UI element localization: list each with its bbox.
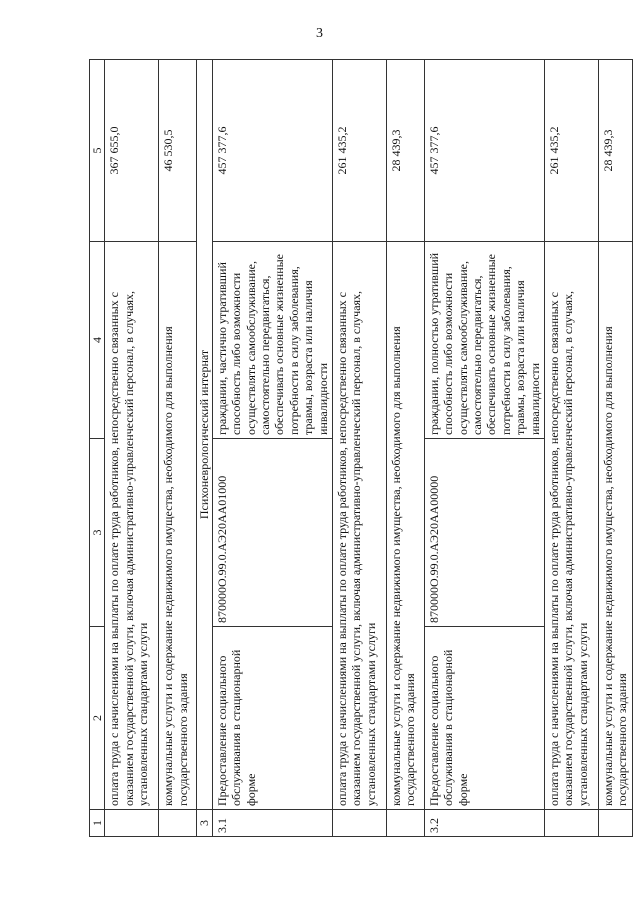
cost-item-text: оплата труда с начислениями на выплаты по оплате труда работников, непосредственно связанных с оказанием государственной услуги, включая административно-управленческий персонал, в случаях, установленных стандартами услуги (545, 242, 599, 810)
service-value: 457 377,6 (424, 60, 544, 242)
service-name: Предоставление социального обслуживания в стационарной форме (424, 627, 544, 810)
page-number: 3 (316, 26, 323, 41)
section-row (197, 60, 212, 837)
table-row (545, 60, 599, 837)
service-code: 870000О.99.0.АЭ20АА00000 (424, 439, 544, 627)
section-title: Психоневрологический интернат (197, 60, 212, 810)
cost-table (89, 59, 633, 837)
service-number: 3.1 (212, 810, 332, 837)
table-row (105, 60, 159, 837)
service-row (424, 60, 544, 837)
header-col-3: 3 (90, 439, 105, 627)
service-recipients: граждании, частично утративший способность либо возможности осуществлять самообслуживание, самостоятельно передвигаться, обеспечивать основные жизненные потребности в силу заболевания, травмы, возраста или наличия инвалидности (212, 242, 332, 439)
header-col-1: 1 (90, 810, 105, 837)
table-row (159, 60, 197, 837)
service-row (212, 60, 332, 837)
table-row (332, 60, 386, 837)
cost-value: 28 439,3 (599, 60, 633, 242)
cost-value: 46 530,5 (159, 60, 197, 242)
cost-item-text: оплата труда с начислениями на выплаты по оплате труда работников, непосредственно связанных с оказанием государственной услуги, включая административно-управленческий персонал, в случаях, установленных стандартами услуги (332, 242, 386, 810)
section-number: 3 (197, 810, 212, 837)
header-col-2: 2 (90, 627, 105, 810)
cost-item-text: коммунальные услуги и содержание недвижимого имущества, необходимого для выполнения государственного задания (386, 242, 424, 810)
header-col-5: 5 (90, 60, 105, 242)
service-value: 457 377,6 (212, 60, 332, 242)
cost-value: 261 435,2 (545, 60, 599, 242)
table-row (386, 60, 424, 837)
header-col-4: 4 (90, 242, 105, 439)
header-row (90, 60, 105, 837)
cost-value: 261 435,2 (332, 60, 386, 242)
cost-item-text: коммунальные услуги и содержание недвижимого имущества, необходимого для выполнения государственного задания (599, 242, 633, 810)
service-recipients: граждании, полностью утративший способность либо возможности осуществлять самообслуживание, самостоятельно передвигаться, обеспечивать основные жизненные потребности в силу заболевания, травмы, возраста или наличия инвалидности (424, 242, 544, 439)
cost-value: 367 655,0 (105, 60, 159, 242)
rotated-table-container (89, 60, 630, 837)
service-name: Предоставление социального обслуживания в стационарной форме (212, 627, 332, 810)
cost-value: 28 439,3 (386, 60, 424, 242)
cost-item-text: коммунальные услуги и содержание недвижимого имущества, необходимого для выполнения государственного задания (159, 242, 197, 810)
service-code: 870000О.99.0.АЭ20АА01000 (212, 439, 332, 627)
service-number: 3.2 (424, 810, 544, 837)
cost-item-text: оплата труда с начислениями на выплаты по оплате труда работников, непосредственно связанных с оказанием государственной услуги, включая административно-управленческий персонал, в случаях, установленных стандартами услуги (105, 242, 159, 810)
table-row (599, 60, 633, 837)
